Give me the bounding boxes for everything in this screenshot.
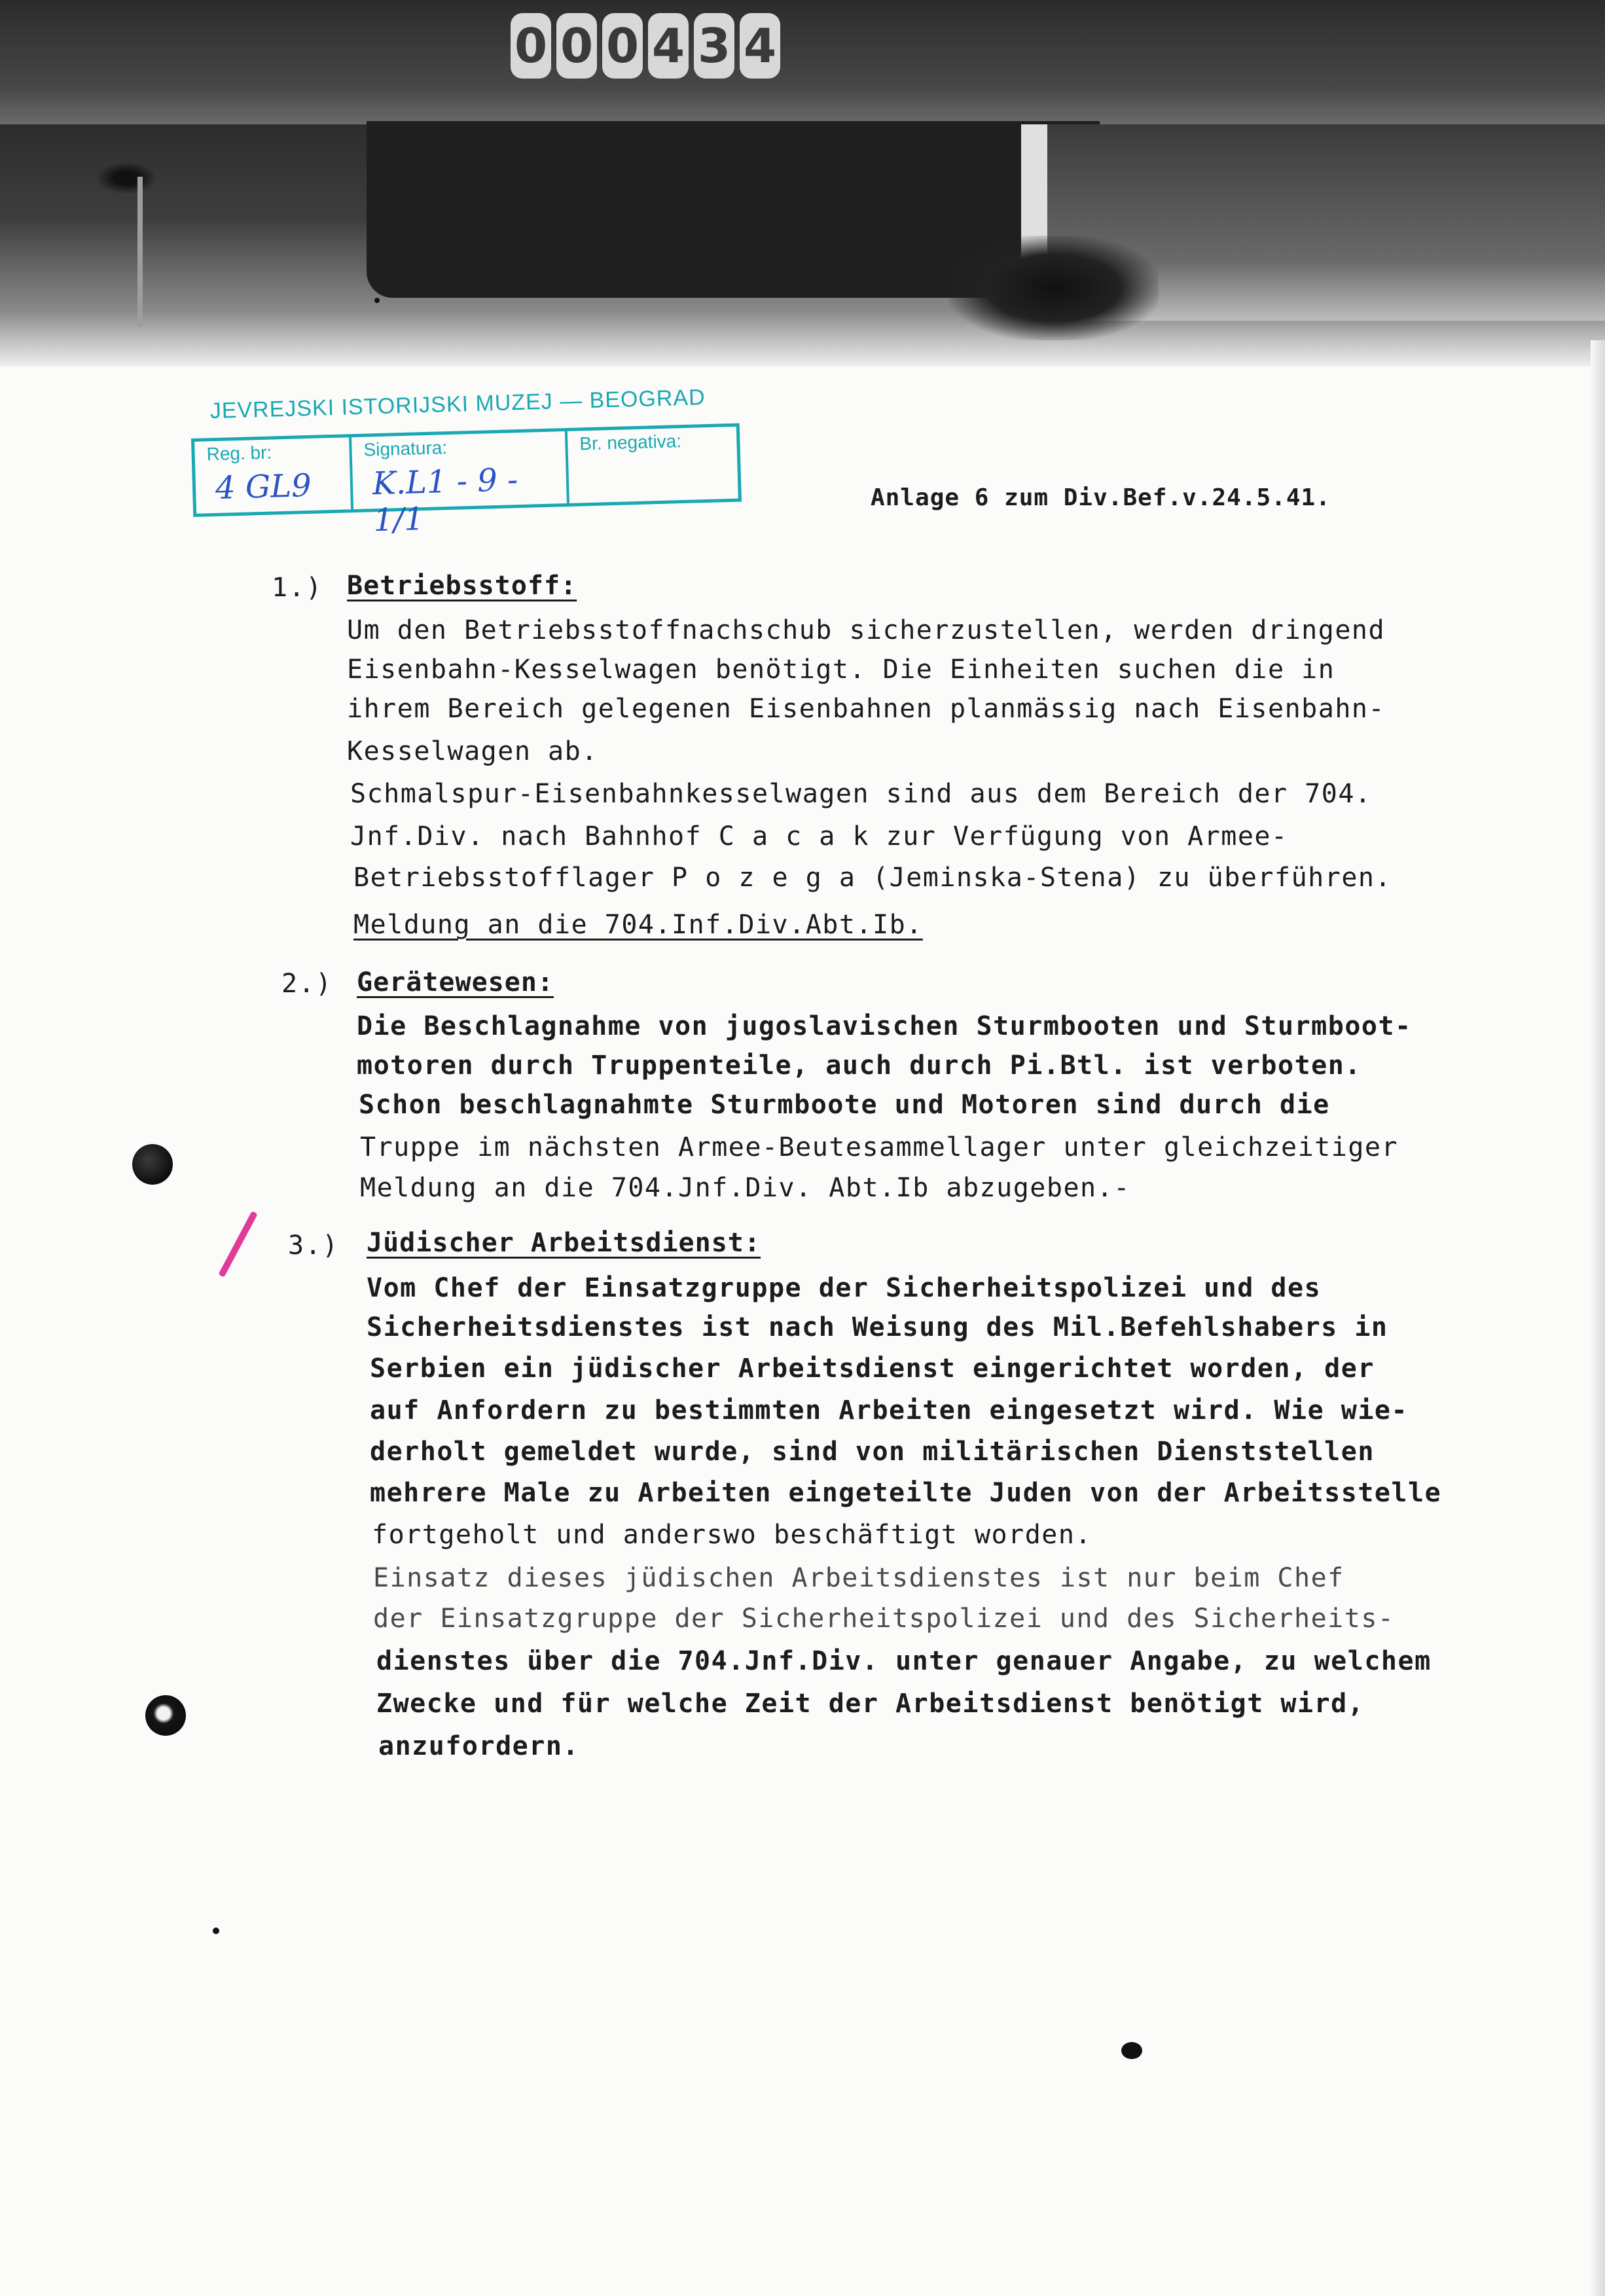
stamp-reg-label: Reg. br: bbox=[206, 442, 272, 465]
section-number: 1.) bbox=[272, 573, 323, 603]
section-title: Jüdischer Arbeitsdienst: bbox=[367, 1228, 761, 1258]
text-line: motoren durch Truppenteile, auch durch Pi.Btl. ist verboten. bbox=[357, 1050, 1362, 1081]
left-edge-mark bbox=[137, 177, 143, 327]
punch-hole bbox=[145, 1695, 186, 1736]
text-line: Um den Betriebsstoffnachschub sicherzustellen, werden dringend bbox=[347, 615, 1386, 645]
ink-speck bbox=[213, 1928, 219, 1934]
ink-speck bbox=[374, 298, 380, 303]
text-line: Kesselwagen ab. bbox=[347, 736, 598, 766]
top-punch-mark bbox=[97, 162, 156, 194]
section-number: 3.) bbox=[288, 1230, 340, 1261]
stamp-reg-value: 4 GL9 bbox=[215, 467, 312, 507]
text-line: Serbien ein jüdischer Arbeitsdienst eingerichtet worden, der bbox=[370, 1354, 1375, 1384]
text-line: Truppe im nächsten Armee-Beutesammellager unter gleichzeitiger bbox=[360, 1132, 1399, 1162]
stamp-box bbox=[191, 423, 742, 539]
text-line: ihrem Bereich gelegenen Eisenbahnen planmässig nach Eisenbahn- bbox=[347, 694, 1386, 724]
ink-blot bbox=[949, 236, 1159, 340]
museum-stamp bbox=[190, 377, 750, 537]
text-line: Jnf.Div. nach Bahnhof C a c a k zur Verfügung von Armee- bbox=[350, 821, 1288, 852]
text-line: mehrere Male zu Arbeiten eingeteilte Juden von der Arbeitsstelle bbox=[370, 1478, 1442, 1508]
frame-digit: 0 bbox=[511, 13, 551, 79]
text-line: Schon beschlagnahmte Sturmboote und Motoren sind durch die bbox=[359, 1090, 1330, 1120]
text-line: Einsatz dieses jüdischen Arbeitsdienstes ist nur beim Chef bbox=[373, 1563, 1344, 1593]
text-line: Schmalspur-Eisenbahnkesselwagen sind aus dem Bereich der 704. bbox=[350, 779, 1372, 809]
frame-digit: 4 bbox=[740, 13, 780, 79]
text-line: Meldung an die 704.Inf.Div.Abt.Ib. bbox=[353, 910, 923, 940]
document-reference: Anlage 6 zum Div.Bef.v.24.5.41. bbox=[871, 484, 1331, 511]
frame-digit: 0 bbox=[602, 13, 643, 79]
section-number: 2.) bbox=[281, 969, 333, 999]
text-line: Die Beschlagnahme von jugoslavischen Sturmbooten und Sturmboot- bbox=[357, 1011, 1412, 1041]
text-line: Meldung an die 704.Jnf.Div. Abt.Ib abzugeben.- bbox=[360, 1173, 1130, 1203]
frame-digit: 3 bbox=[694, 13, 734, 79]
stamp-cell-negativ bbox=[568, 427, 740, 503]
text-line: fortgeholt und anderswo beschäftigt worden. bbox=[372, 1520, 1092, 1550]
text-line: Zwecke und für welche Zeit der Arbeitsdienst benötigt wird, bbox=[376, 1689, 1365, 1719]
frame-counter bbox=[511, 13, 780, 85]
text-line: auf Anfordern zu bestimmten Arbeiten eingesetzt wird. Wie wie- bbox=[370, 1395, 1409, 1426]
punch-hole bbox=[132, 1144, 173, 1185]
text-line: Sicherheitsdienstes ist nach Weisung des Mil.Befehlshabers in bbox=[367, 1312, 1388, 1342]
stamp-signatura-value: K.L1 - 9 - 1/1 bbox=[372, 461, 518, 539]
stamp-negativ-label: Br. negativa: bbox=[579, 431, 682, 454]
text-line: anzufordern. bbox=[378, 1731, 579, 1761]
stamp-title: JEVREJSKI ISTORIJSKI MUZEJ — BEOGRAD bbox=[209, 385, 706, 424]
section-title: Gerätewesen: bbox=[357, 967, 554, 997]
text-line: der Einsatzgruppe der Sicherheitspolizei und des Sicherheits- bbox=[373, 1604, 1395, 1634]
page-right-edge bbox=[1591, 340, 1605, 2296]
stamp-cell-signatura bbox=[352, 431, 569, 539]
text-line: derholt gemeldet wurde, sind von militärischen Dienststellen bbox=[370, 1437, 1375, 1467]
pink-pen-mark bbox=[218, 1211, 257, 1278]
frame-digit: 4 bbox=[648, 13, 689, 79]
film-strip bbox=[0, 0, 1605, 124]
text-line: Eisenbahn-Kesselwagen benötigt. Die Einheiten suchen die in bbox=[347, 655, 1335, 685]
stamp-cell-reg bbox=[194, 437, 353, 514]
text-line: Betriebsstofflager P o z e g a (Jeminska-Stena) zu überführen. bbox=[353, 863, 1392, 893]
frame-digit: 0 bbox=[556, 13, 597, 79]
text-line: dienstes über die 704.Jnf.Div. unter genauer Angabe, zu welchem bbox=[376, 1646, 1432, 1676]
section-title: Betriebsstoff: bbox=[347, 571, 577, 601]
text-line: Vom Chef der Einsatzgruppe der Sicherheitspolizei und des bbox=[367, 1273, 1322, 1303]
stamp-signatura-label: Signatura: bbox=[363, 437, 448, 460]
ink-speck bbox=[1121, 2042, 1142, 2059]
